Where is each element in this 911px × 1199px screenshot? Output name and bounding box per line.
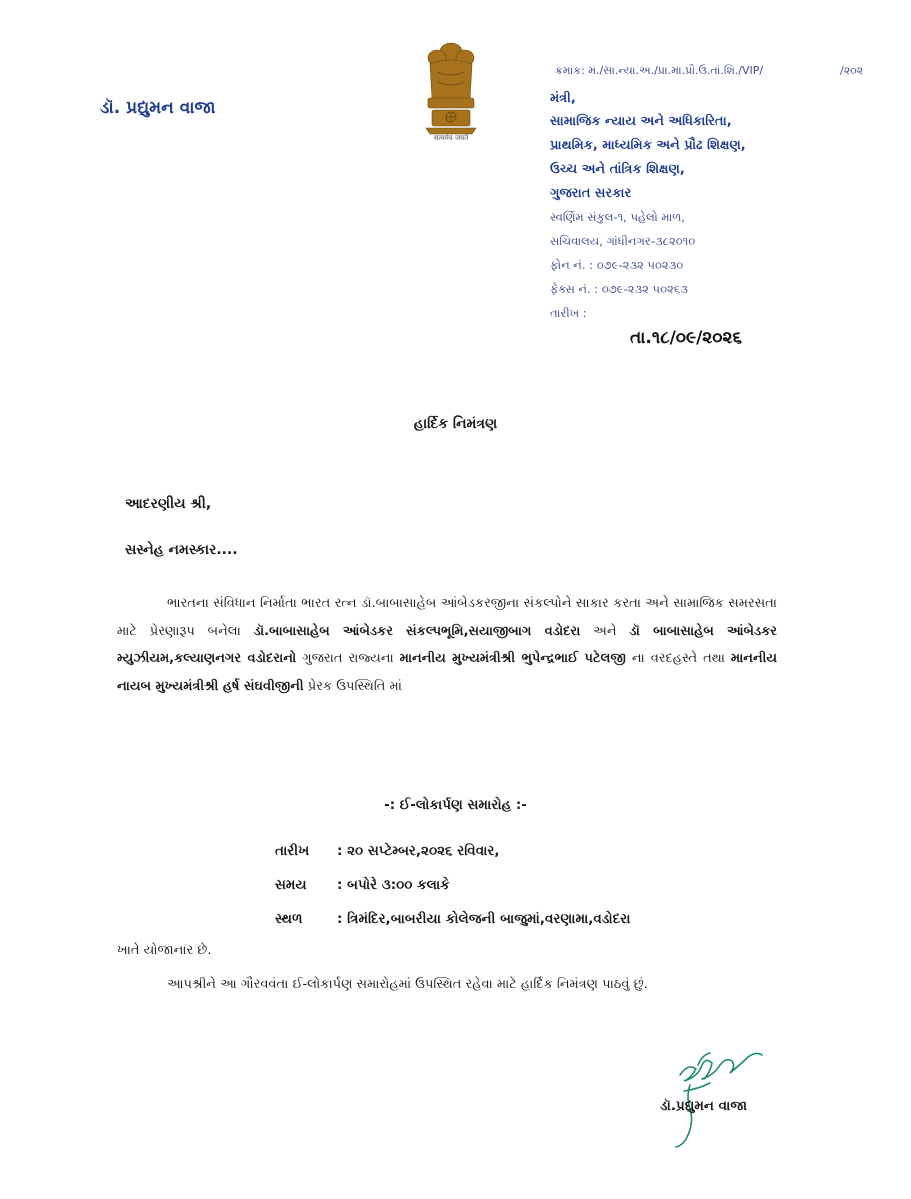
- signatory-name: ડૉ.પ્રદ્યુમન વાજા: [660, 1098, 748, 1114]
- detail-time-row: [275, 877, 450, 893]
- date-label: તારીખ :: [550, 306, 587, 320]
- emblem-motto: सत्यमेव जयते: [433, 134, 469, 142]
- detail-value: : ત્રિમંદિર,બાબરીયા કોલેજની બાજુમાં,વરણામા,વડોદરા: [337, 911, 631, 927]
- held-at-line: ખાતે યોજાનાર છે.: [117, 943, 212, 958]
- venue-museum: ડૉ બાબાસાહેબ આંબેડકર મ્યુઝીયમ,કલ્યાણનગર વડોદરાનો: [117, 623, 777, 666]
- detail-label: તારીખ: [275, 843, 310, 859]
- office-line: મંત્રી,: [550, 91, 576, 106]
- body-text: ગુજરાત રાજ્યના: [296, 651, 400, 666]
- detail-place-row: [275, 911, 630, 927]
- chief-minister-name: માનનીય મુખ્યમંત્રીશ્રી ભુપેન્દ્રભાઈ પટેલજી: [399, 651, 626, 666]
- office-line: સામાજિક ન્યાય અને અધિકારિતા,: [550, 114, 732, 129]
- body-text: ના વરદહસ્તે તથા: [625, 651, 731, 666]
- body-paragraph: [117, 590, 777, 700]
- venue-sankalpbhumi: ડૉ.બાબાસાહેબ આંબેડકર સંકલ્પભૂમિ,સયાજીબાગ વડોદરા: [253, 623, 581, 639]
- deputy-cm-name: માનનીય નાયબ મુખ્યમંત્રીશ્રી હર્ષ સંઘવીજીની: [117, 651, 778, 694]
- address-line: સચિવાલય, ગાંધીનગર-૩૮૨૦૧૦: [550, 234, 696, 248]
- detail-date-row: [275, 843, 500, 859]
- body-text: અને: [580, 623, 630, 639]
- office-line: ગુજરાત સરકાર: [550, 186, 632, 201]
- letter-date: તા.૧૮/૦૯/૨૦૨૬: [630, 328, 743, 348]
- detail-label: સ્થળ: [275, 911, 303, 927]
- phone-number: ફોન નં. : ૦૭૯-૨૩૨ ૫૦૨૩૦: [550, 258, 684, 272]
- fax-number: ફેક્સ નં. : ૦૭૯-૨૩૨ ૫૦૨૬૩: [550, 282, 688, 296]
- salutation: આદરણીય શ્રી,: [125, 496, 212, 512]
- closing-text: આપશ્રીને આ ગૌરવવંતા ઈ-લોકાર્પણ સમારોહમાં ઉપસ્થિત રહેવા માટે હાર્દિક નિમંત્રણ પાઠવું છું.: [167, 977, 648, 992]
- reference-suffix: /૨૦૨: [840, 64, 864, 77]
- office-line: ઉચ્ચ અને તાંત્રિક શિક્ષણ,: [550, 162, 685, 177]
- closing-paragraph: [117, 968, 797, 1001]
- greeting: સસ્નેહ નમસ્કાર....: [125, 542, 238, 558]
- detail-label: સમય: [275, 877, 307, 893]
- detail-value: : ૨૦ સપ્ટેમ્બર,૨૦૨૬ રવિવાર,: [337, 843, 500, 859]
- office-line: પ્રાથમિક, માધ્યમિક અને પ્રૌઢ શિક્ષણ,: [550, 138, 746, 153]
- reference-number: ક્રમાંક: મં./સા.ન્યા.અ./પ્રા.મા.પ્રૌ.ઉ.તાં.શિ./VIP/: [555, 64, 764, 77]
- ceremony-title: -: ઈ-લોકાર્પણ સમારોહ :-: [384, 797, 527, 813]
- handwritten-signature: [640, 1035, 780, 1155]
- body-text: પ્રેરક ઉપસ્થિતિ માં: [303, 678, 402, 694]
- invitation-heading: હાર્દિક નિમંત્રણ: [413, 416, 498, 432]
- detail-value: : બપોરે ૩:૦૦ કલાકે: [337, 877, 450, 893]
- author-name: ડૉ. પ્રદ્યુમન વાજા: [100, 98, 216, 118]
- body-text: ભારતના સંવિધાન નિર્માતા ભારત રત્ન ડૉ.બાબાસાહેબ આંબેડકરજીના સંકલ્પોને સાકાર કરતા અને સામાજિક સમરસતા માટે પ્રેરણારૂપ બનેલા: [117, 596, 777, 639]
- address-line: સ્વર્ણિમ સંકુલ-૧, પહેલો માળ,: [550, 210, 685, 224]
